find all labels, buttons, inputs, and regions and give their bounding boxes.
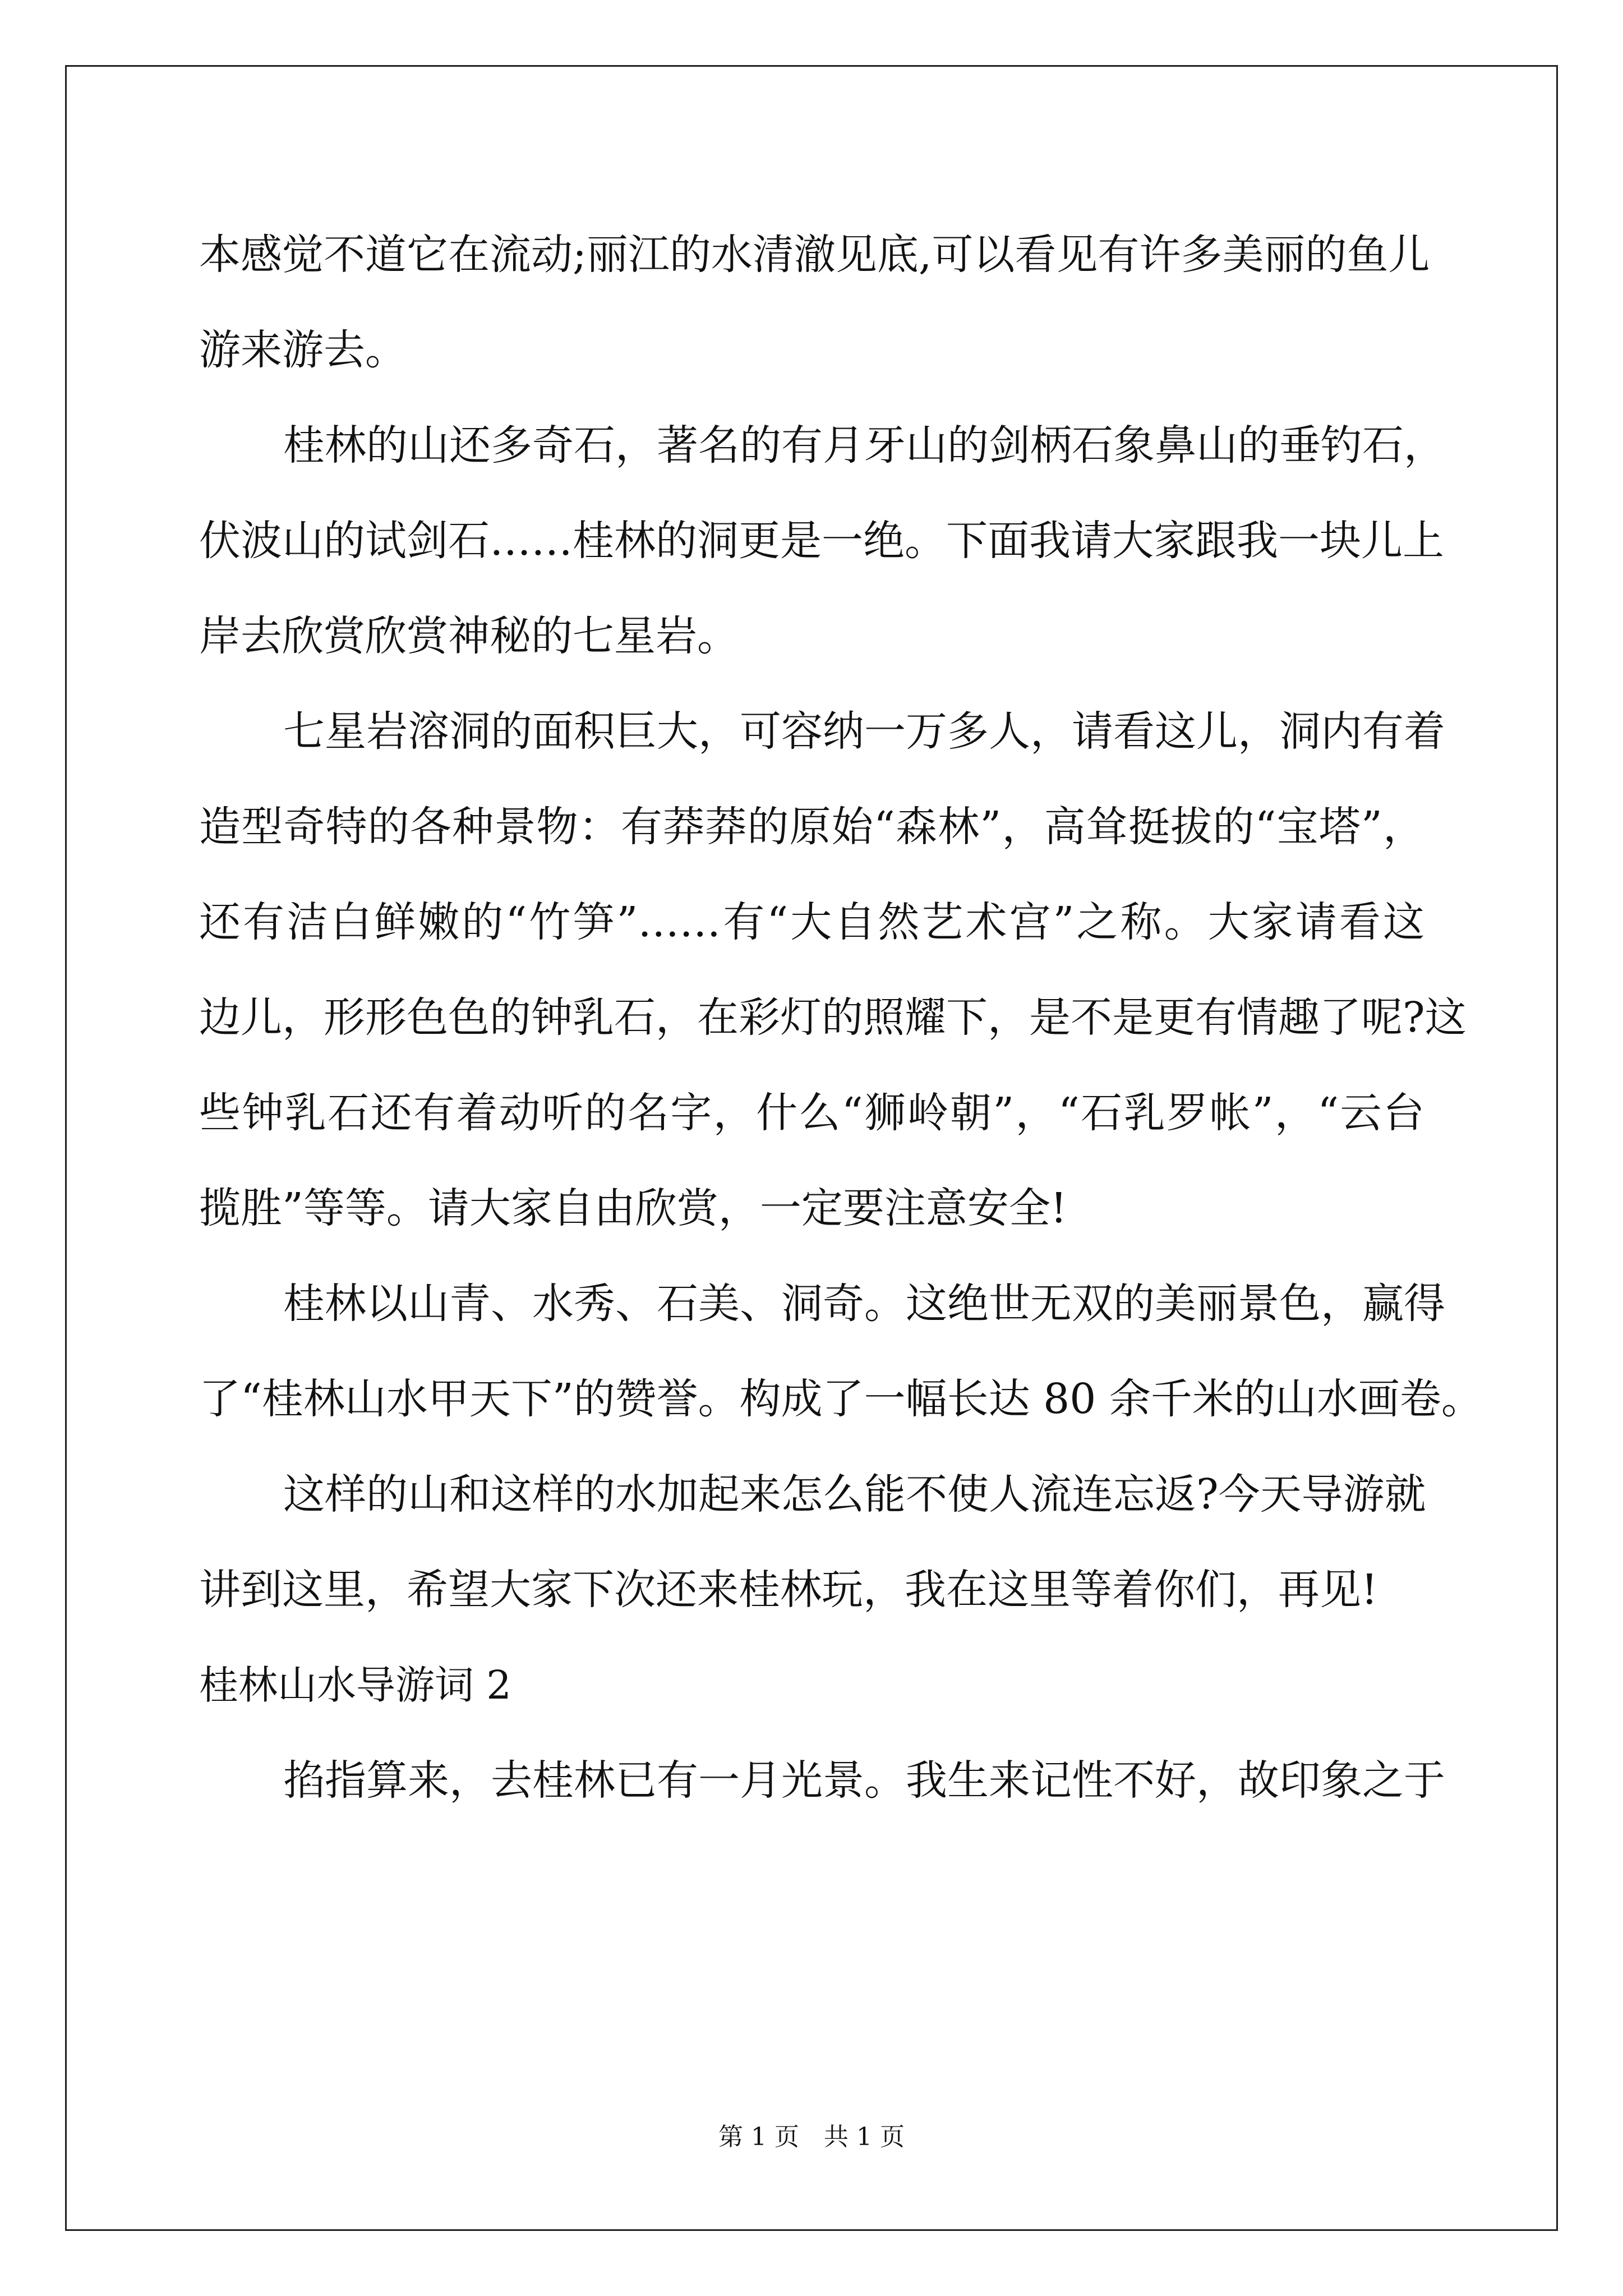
text-line: 些钟乳石还有着动听的名字，什么“狮岭朝”，“石乳罗帐”，“云台 <box>199 1089 1424 1137</box>
page-border <box>65 65 1558 2231</box>
text-line: 岸去欣赏欣赏神秘的七星岩。 <box>199 612 739 660</box>
text-line: 本感觉不道它在流动;丽江的水清澈见底,可以看见有许多美丽的鱼儿 <box>199 231 1430 279</box>
text-line: 桂林以山青、水秀、石美、洞奇。这绝世无双的美丽景色，赢得 <box>283 1280 1445 1328</box>
text-line: 讲到这里，希望大家下次还来桂林玩，我在这里等着你们，再见! <box>199 1566 1378 1614</box>
page-footer: 第 1 页 共 1 页 <box>718 2123 905 2151</box>
text-line: 揽胜”等等。请大家自由欣赏，一定要注意安全! <box>199 1184 1067 1232</box>
section-heading: 桂林山水导游词 2 <box>199 1662 511 1708</box>
text-line: 七星岩溶洞的面积巨大，可容纳一万多人，请看这儿，洞内有着 <box>283 707 1445 756</box>
text-line: 造型奇特的各种景物：有莽莽的原始“森林”，高耸挺拔的“宝塔”， <box>199 803 1424 851</box>
text-line: 桂林的山还多奇石，著名的有月牙山的剑柄石象鼻山的垂钓石， <box>283 421 1445 470</box>
text-line: 伏波山的试剑石……桂林的洞更是一绝。下面我请大家跟我一块儿上 <box>199 517 1444 565</box>
text-line: 游来游去。 <box>199 326 407 374</box>
text-line: 掐指算来，去桂林已有一月光景。我生来记性不好，故印象之于 <box>283 1756 1445 1805</box>
text-line: 了“桂林山水甲天下”的赞誉。构成了一幅长达 80 余千米的山水画卷。 <box>199 1375 1483 1423</box>
text-line: 边儿，形形色色的钟乳石，在彩灯的照耀下，是不是更有情趣了呢?这 <box>199 993 1467 1042</box>
text-line: 这样的山和这样的水加起来怎么能不使人流连忘返?今天导游就 <box>283 1470 1426 1519</box>
text-line: 还有洁白鲜嫩的“竹笋”……有“大自然艺术宫”之称。大家请看这 <box>199 898 1424 946</box>
